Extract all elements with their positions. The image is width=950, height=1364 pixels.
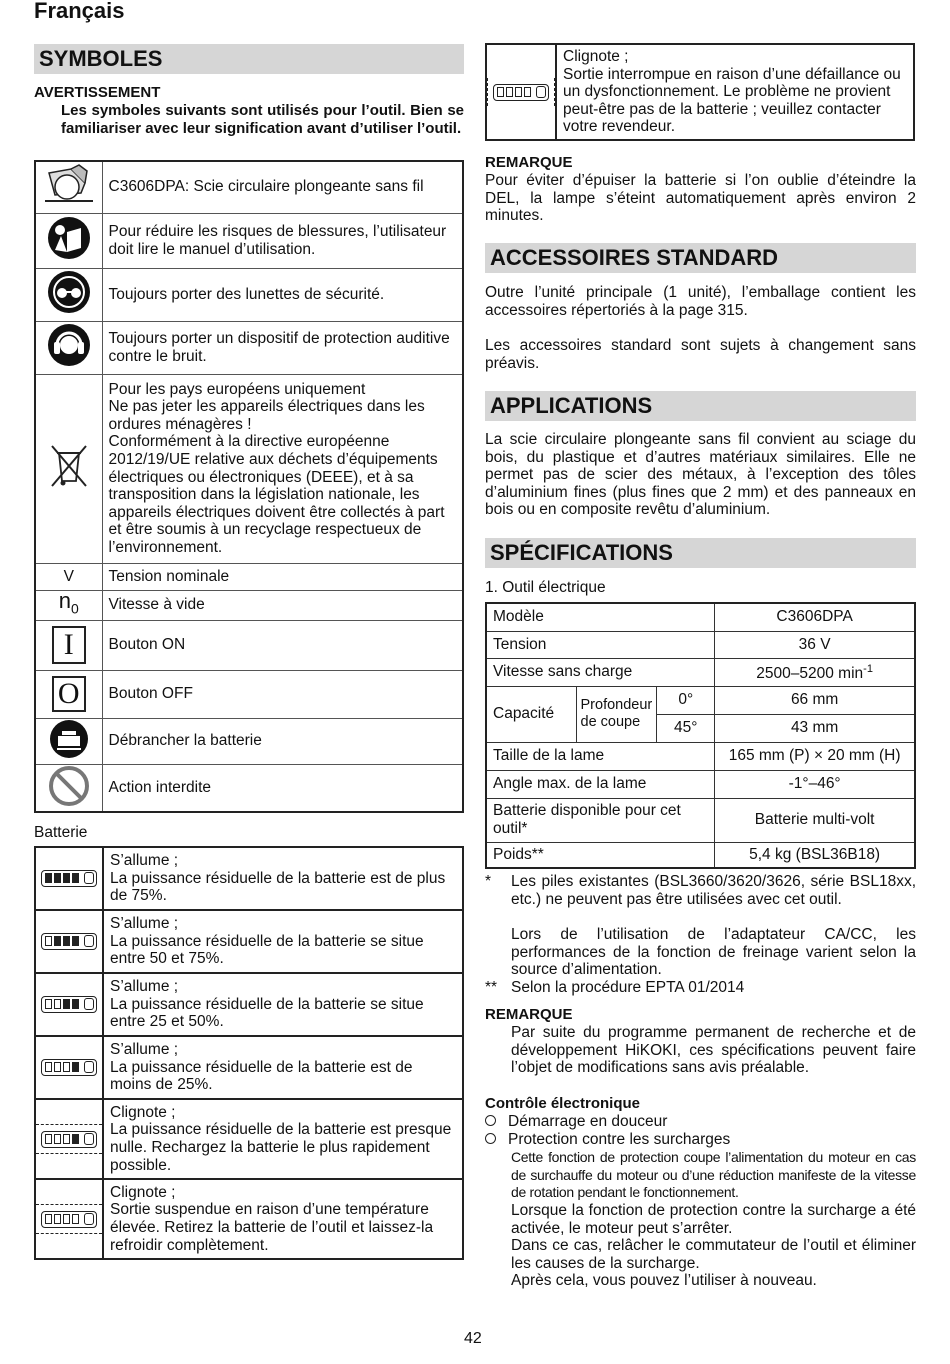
spec-value: C3606DPA (715, 603, 915, 631)
spec-sublabel: Profondeur de coupe (576, 686, 657, 742)
spec-value: 66 mm (715, 686, 915, 714)
read-manual-icon (47, 216, 91, 260)
symbol-text: C3606DPA: Scie circulaire plongeante sans fil (108, 178, 424, 196)
spec-value: -1°–46° (715, 770, 915, 798)
spec-value: 36 V (715, 631, 915, 658)
spec-value: 2500–5200 min (756, 665, 864, 683)
symbol-text: Bouton ON (102, 620, 463, 670)
footnote-text: Les piles existantes (BSL3660/3620/3626, série BSL18xx, etc.) ne peuvent pas être utilisées avec cet outil. (511, 873, 916, 908)
battery-desc: La puissance résiduelle de la batterie est presque nulle. Rechargez la batterie le plus rapidement possible. (110, 1121, 452, 1174)
symbol-row (35, 563, 463, 590)
speed-glyph: n (58, 588, 71, 613)
footnote-mark: * (485, 873, 492, 890)
battery-row (35, 973, 463, 1036)
safety-glasses-icon (47, 270, 91, 314)
symbol-row (35, 590, 463, 620)
spec-label: Modèle (486, 603, 715, 631)
symbol-row (35, 213, 463, 268)
spec-subtitle: 1. Outil électrique (485, 579, 606, 596)
spec-value: 165 mm (P) × 20 mm (H) (715, 742, 915, 770)
language-title: Français (34, 0, 125, 23)
battery-desc: La puissance résiduelle de la batterie se situe entre 25 et 50%. (110, 995, 424, 1031)
symbols-table (34, 160, 464, 813)
battery-status: S’allume ; (110, 852, 179, 870)
battery-row (35, 910, 463, 973)
controle-list-item (485, 1131, 730, 1149)
remarque-title: REMARQUE (485, 154, 573, 171)
ear-protection-icon (47, 323, 91, 367)
battery-row (486, 44, 914, 140)
remarque-text: Pour éviter d’épuiser la batterie si l’on oublie d’éteindre la DEL, la lampe s’éteint automatiquement après environ 2 minutes. (485, 172, 916, 225)
circular-saw-icon (41, 163, 97, 207)
footnote-text: Selon la procédure EPTA 01/2014 (511, 979, 745, 996)
prohibited-icon (48, 765, 90, 807)
battery-desc: La puissance résiduelle de la batterie se situe entre 50 et 75%. (110, 932, 424, 968)
warning-title: AVERTISSEMENT (34, 84, 161, 101)
battery-label: Batterie (34, 824, 88, 841)
symbol-text: Vitesse à vide (102, 590, 463, 620)
spec-label: Tension (486, 631, 715, 658)
symbol-text: Pour réduire les risques de blessures, l’utilisateur doit lire le manuel d’utilisation. (102, 213, 463, 268)
spec-row (486, 603, 915, 631)
battery-status: Clignote ; (110, 1183, 176, 1201)
battery-row (35, 1099, 463, 1179)
symbol-row (35, 268, 463, 321)
spec-row (486, 842, 915, 868)
bullet-circle-icon (485, 1133, 496, 1144)
battery-empty-flashing-icon (36, 1124, 102, 1154)
controle-text: Cette fonction de protection coupe l’alimentation du moteur en cas de surchauffe du moteur ou d’une réduction manifeste de la vitesse de rotation pendant le fonctionnement. (511, 1149, 916, 1201)
spec-row (486, 631, 915, 658)
battery-status: S’allume ; (110, 1041, 179, 1059)
symbol-text: Débrancher la batterie (102, 718, 463, 764)
battery-75-icon (41, 870, 97, 887)
accessoires-heading: ACCESSOIRES STANDARD (485, 243, 916, 273)
symbol-text: Ne pas jeter les appareils électriques dans les ordures ménagères ! (108, 398, 425, 433)
battery-row (35, 1179, 463, 1259)
battery-overheat-flashing-icon (36, 1204, 102, 1234)
speed-glyph-sub: 0 (70, 600, 79, 617)
applications-heading: APPLICATIONS (485, 391, 916, 421)
spec-label: Angle max. de la lame (486, 770, 715, 798)
battery-50-icon (41, 933, 97, 950)
spec-value: 43 mm (715, 714, 915, 742)
footnote-mark: ** (485, 979, 498, 996)
battery-table (34, 846, 464, 1260)
spec-row (486, 686, 915, 714)
specifications-heading: SPÉCIFICATIONS (485, 538, 916, 568)
battery-status: Clignote ; (563, 48, 629, 66)
spec-angle: 45° (657, 714, 715, 742)
bullet-circle-icon (485, 1115, 496, 1126)
symbol-row (35, 670, 463, 718)
symbol-row (35, 321, 463, 374)
symbol-text: Pour les pays européens uniquement (108, 380, 366, 398)
battery-desc: Sortie suspendue en raison d’une température élevée. Retirez la batterie de l’outil et laissez-la refroidir complètement. (110, 1201, 434, 1254)
spec-value: 5,4 kg (BSL36B18) (715, 842, 915, 868)
spec-label: Capacité (486, 686, 576, 742)
crossed-bin-icon (49, 443, 89, 489)
remarque-title: REMARQUE (485, 1006, 573, 1023)
battery-status: S’allume ; (110, 915, 179, 933)
symbol-row (35, 718, 463, 764)
off-button-icon: O (52, 676, 86, 712)
spec-row (486, 798, 915, 842)
symbol-row (35, 374, 463, 563)
battery-desc: La puissance résiduelle de la batterie est de moins de 25%. (110, 1058, 413, 1094)
disconnect-battery-icon (49, 719, 89, 759)
accessoires-text: Outre l’unité principale (1 unité), l’emballage contient les accessoires répertoriés à la page 315. (485, 284, 916, 319)
symbol-row (35, 620, 463, 670)
battery-status: S’allume ; (110, 978, 179, 996)
spec-angle: 0° (657, 686, 715, 714)
battery-25-icon (41, 996, 97, 1013)
controle-text: Lorsque la fonction de protection contre la surcharge a été activée, le moteur peut s’arrêter. (511, 1202, 916, 1237)
spec-value-sup: -1 (863, 663, 873, 676)
on-button-icon: I (52, 626, 86, 664)
battery-desc: La puissance résiduelle de la batterie est de plus de 75%. (110, 869, 446, 905)
battery-row (35, 1036, 463, 1099)
symbol-text: Toujours porter un dispositif de protection auditive contre le bruit. (102, 321, 463, 374)
spec-table (485, 602, 916, 869)
spec-label: Poids** (486, 842, 715, 868)
footnote-text: Lors de l’utilisation de l’adaptateur CA/CC, les performances de la fonction de freinage varient selon la source d’alimentation. (511, 926, 916, 979)
battery-desc: Sortie interrompue en raison d’une défaillance ou un dysfonctionnement. Le problème ne provient peut-être pas de la batterie ; veuillez contacter votre revendeur. (563, 65, 901, 136)
symboles-heading: SYMBOLES (34, 44, 464, 74)
remarque-text: Par suite du programme permanent de recherche et de développement HiKOKI, ces spécifications peuvent faire l’objet de modifications sans avis préalable. (511, 1024, 916, 1077)
spec-row (486, 658, 915, 686)
spec-label: Batterie disponible pour cet outil* (486, 798, 715, 842)
symbol-row (35, 161, 463, 213)
symbol-text: Conformément à la directive européenne 2012/19/UE relative aux déchets d’équipements électriques ou électroniques (DEEE), et à sa transposition dans la législation nationale, les appareils électriques doivent être collectés à part et être soumis à un recyclage respectueux de l’environnement. (108, 433, 445, 556)
volt-glyph: V (35, 563, 102, 590)
battery-low-icon (41, 1059, 97, 1076)
applications-text: La scie circulaire plongeante sans fil convient au sciage du bois, du plastique et d’autres matériaux similaires. Elle ne permet pas de scier des métaux, à l’exception des tôles d’aluminium fines (plus fines que 2 mm) et des panneaux en bois ou en composite revêtu d’aluminium. (485, 431, 916, 519)
controle-title: Contrôle électronique (485, 1095, 641, 1112)
warning-text: Les symboles suivants sont utilisés pour l’outil. Bien se familiariser avec leur signification avant d’utiliser l’outil. (61, 102, 464, 137)
symbol-text: Bouton OFF (102, 670, 463, 718)
battery-fault-table (485, 43, 915, 141)
symbol-text: Tension nominale (102, 563, 463, 590)
accessoires-note: Les accessoires standard sont sujets à changement sans préavis. (485, 337, 916, 372)
spec-label: Taille de la lame (486, 742, 715, 770)
controle-item-label: Protection contre les surcharges (508, 1131, 731, 1148)
controle-text: Après cela, vous pouvez l’utiliser à nouveau. (511, 1272, 817, 1289)
page-number: 42 (464, 1330, 482, 1347)
battery-status: Clignote ; (110, 1103, 176, 1121)
controle-text: Dans ce cas, relâcher le commutateur de l’outil et éliminer les causes de la surcharge. (511, 1237, 916, 1272)
battery-fault-flashing-icon (487, 78, 555, 106)
symbol-text: Action interdite (102, 764, 463, 812)
symbol-text: Toujours porter des lunettes de sécurité. (102, 268, 463, 321)
spec-row (486, 742, 915, 770)
spec-value: Batterie multi-volt (715, 798, 915, 842)
controle-list-item (485, 1113, 667, 1131)
battery-row (35, 847, 463, 910)
spec-row (486, 770, 915, 798)
controle-item-label: Démarrage en douceur (508, 1113, 668, 1130)
spec-label: Vitesse sans charge (486, 658, 715, 686)
symbol-row (35, 764, 463, 812)
